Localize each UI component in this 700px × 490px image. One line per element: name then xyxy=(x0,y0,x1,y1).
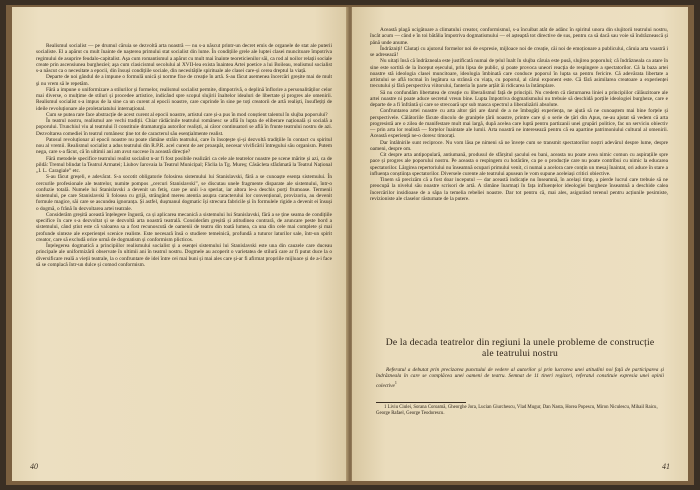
right-page-text xyxy=(370,27,668,202)
page-number: 41 xyxy=(662,462,670,471)
paragraph: Dar întâlnirile sunt reciproce. Nu vom lăsa pe nimeni să ne învețe cum se transmit spectatorilor noștri adevărul despre lume, despre oameni, despre om. xyxy=(370,139,668,152)
book-spread xyxy=(6,5,694,485)
page-number: 40 xyxy=(30,462,38,471)
article-heading: De la decada teatrelor din regiuni la unele probleme de construcție ale teatrului nostru xyxy=(385,337,655,359)
intro-text: Referatul a debutat prin precizarea punctului de vedere al autorilor și prin lucrarea unei atitudini noi față de participarea și îndrăzneala în care se complăcea unei oameni de teatru. Semnat de 11 tineri regizori, referatul constituie expresia unei opinii colective xyxy=(376,367,664,389)
paragraph: Nu uitați însă că îndrăzneala este justificată numai de țelul înalt în slujba căruia este pusă, slujirea poporului; că îndrăzneala ca atare în sine este sortită de la început eșecului, prin lipsa de public, și poate provoca uneori reacția de respingere a spectatorilor. Că la baza artei noastre stă ideologia clasei muncitoare, ideologia îmbinată care conduce poporul în lupta sa pentru fericire. Că adevărata libertate a artistului se află tocmai în legătura sa strânsă cu viața, cu poporul, al cărui exponent este. Că fără asimilarea creatoare a experienței trecutului și fără perspectiva viitorului, fanteria în parte arțăit ăi ridicarea la întâmplare. xyxy=(370,58,668,90)
paragraph: Cit despre arta antipopulară, antiumană, produsul de sfârșitul șacului eu bani, aceasta nu poate avea nimic comun cu aspirațiile spre pace și progres ale poporului nostru. Pe aceasta o respingem cu hotărâre, ca pe o producție care nu poate contribui cu nimic la educarea spectatorilor. Lărgirea repertoriului nu înseamnă ocupari primului venit, ci numai a acelora care conțin un mesaj înaintat, ori aduce în stare a influența conștiința spectatorilor. Diversele curente ale teatrului apusean le vom supune aceleiași critici obiective. xyxy=(370,152,668,177)
left-page-text xyxy=(36,43,332,461)
right-page xyxy=(352,7,688,481)
paragraph: În teatrul nostru, realismul are vechi tradiții. Chiar rădăcinile teatrului românesc se află în lupta de eliberare națională și socială a poporului. Trunchiul viu al teatrului îl constituie dramaturgia autorilor realiști, ai căror continuatori se află în frunte teatrului nostru de azi. Dezvoltarea comediei în teatrul românesc ține tot de caracterul său esențialmente realist. xyxy=(36,118,332,137)
article-intro xyxy=(376,367,664,389)
paragraph: Cum se putea rare face abstracție de acest curent al epocii noastre, artistul care și-a pus în mod conștient talentul în slujba poporului? xyxy=(46,111,328,118)
paragraph: Confruntarea artei noastre cu arta altor țări are darul de a ne îmbogăți experiența, ne ajută să ne cunoaștem mai bine forțele și perspectivele. Călătoriile făcute dincolo de granițele țării noastre, printre care și o serie de țări din Apus, ne-au ajutat să vedem că arta progresistă are o zilea de manifestare mult mai largă, după acelea care luptă pentru partizanii unei grupări politice, fac un serviciu obiectiv — prin arta lor realistă — forțelor înaintate ale lumii. Arta noastră ne interesează pentru că ea apartine patrimoniului cultural al omenirii. Această experiență ne-o doresc timorați. xyxy=(370,108,668,140)
paragraph: Tinem să precizăm că a fost doar inceputul — dar această indicație nu înseamnă, în același timp, a pierde lucrul care trebuie să ne preocupă la nivelul său noastre scrisori de artă. A rămâne înarmați în fața influențelor ideologiei burgheze înseamnă a deschide calea încercărilor insidioase de a săpa la temelia rebeliei noastre. Dar tot pentru că, mai ales, asigurând terenul pentru acțiunile pesimiste, revizioniste ale claselor răsturnate de la putere. xyxy=(370,177,668,202)
footnote-rule xyxy=(376,402,466,403)
paragraph: Departe de noi gândul de a impune o formulă unică și norme fixe de creație în artă. S-au făcut asemenea încercări greșite mai de mult şi nu vrem să le repetăm. xyxy=(36,74,332,87)
paragraph: S-au făcut greșeli, e adevărat. S-a socotit obligatorie folosirea sistemului lui Stanislavski, fără a se cunoaște esența sistemului. În cercurile profesionale ale teatrelor, numite pompos „cercuri Stanislavski”, se discutau unele fragmente disparate ale sistemului, într-o confuzie totală. Numele lui Stanislavski a devenit un fetiș, care pe unii i-a speriat, iar altora le-a deschis porți frumoase. Termenii sistemului, pe care Stanislavski îi folosea cu grijă, străngând mereu atentia asupra caracterului lor convențional, provizoriu, au devenit formule magice, săi care se ascundea ignoranța. Și astfel, dușmanul dogmatic își strecura fabricile și în formulele rigide a devenit ei însuși o dogmă, o frână în dezvoltarea artei teatrale. xyxy=(36,174,332,212)
paragraph: Fără a impune o uniformizare a stilurilor și formelor, realismul socialist permite, dimpotrivă, o deplină înflorire a personalităților celor mai diverse, o mulțime de stiluri și procedee artistice, indicând spre scopul slujirii înaltelor idealuri de libertate şi progres ale omenirii. Realismul socialist s-a impus de la sine ca un curent al epocii noastre, care cuprinde în sine pe toți creatorii de artă realiști, însuflețiți de ideile revoluționare ale proletariatului internațional. xyxy=(36,86,332,112)
left-page xyxy=(12,7,348,481)
paragraph: Să nu confundăm libertatea de creație cu liberalismul față de principii. Nu credem că răsturnarea liniei a principiilor călăuzitoare ale artei noastre ni poate aduce secretul vreun bine. Lupta împotriva dogmatismului nu trebuie să deschidă porțile ideologiei burgheze, care e departe de a fi înfrântă și care se strecoară upr sub masca spectrul a liberalizării absolute. xyxy=(370,89,668,108)
paragraph: Această plagă ucigătoare a climatului creator, conformismul, s-a încuibat atât de adânc în spiritul unora din slujitorii teatrului nostru, încât acum — când e în toi bătălia împotriva dogmatismului — el așteaptă tot directive de sus, pentru ca să dacă sau voie să îndrăznească și până unde anume. xyxy=(370,27,668,46)
paragraph: Îndrăzniți! Căutați cu ajutorul formelor noi de expresie, mijloace noi de creație, căi noi de emoționare a publicului, căruia arta voastră i se adresează! xyxy=(370,45,668,58)
footnote-marker: 1 xyxy=(394,379,397,385)
paragraph: Considerăm greșită această înțelegere îngustă, ca și aplicarea mecanică a sistemului lui Stanislavski, fără a se ține seama de condițiile specifice în care s-a dezvoltat și se dezvoltă arta noastră teatrală. Considerăm greșită și atitudinea contrară, de aruncare peste bord a sistemului, când știut este că valoarea sa a fost recunoscută de oamenii de teatru din toată lumea, ca una din cele mai complete și mai profunde sinteze ale experienței scenice realiste. Este necesară însă o studiere temeinică, profundă a tuturor laturilor sale, într-un spirit creator, care să excludă orice urmă de dogmatism și conformism plicticos. xyxy=(36,211,332,243)
paragraph: Înțelegerea dogmatică a principiilor realismului socialist și a esenței sistemului lui Stanislavski este una din cauzele care duceau principale ale uniformizării observate în ultimii ani în teatrul nostru. Dogmele au acoperit o varietatea de stilură care ar fi putut duce la o diversificare reală a vieții teatrale, la o confruntare de idei între cei mai buni și mai ales care și-ar fi afirmat propriile mijloace și de a-i face să se complacă într-un dulce și comod conformism. xyxy=(36,243,332,268)
paragraph: Patosul revoluționar al epocii noastre nu poate rămâne străin teatrului, care în însoțește și-și dezvoltă tradițiile în contact cu spiritul nou al vremii. Realismul socialist a adus teatrului din R.P.R. acel curent de aer proaspăt, necesar vivificării întregului său organism. Putem nega, care s-a făcut, că în ultimii ani am avut succese în această direcție? xyxy=(36,136,332,156)
footnote: 1 Liviu Ciulei, Sorana Coroamă, Gheorghe Jora, Lucian Giurchescu, Vlad Mugur, Dan Nasta, Horea Popescu, Miron Niculescu, Mihail Raicu, George Rafael, George Teodorescu. xyxy=(376,405,658,416)
paragraph: Realismul socialist — pe drumul căruia se dezvoltă arta noastră — nu s-a născut printr-un decret emis de organele de stat ale puterii socialiste. El a apărut cu mult înainte de nașterea primului stat socialist din lume. În condițiile grele ale luptei clasei muncitoare împotriva regimului de asuprire feudalo-capitalist. Aşa cum romantismul a apărut cu mult mai înainte teoreticienilor săi, ca rod al noilor relații sociale create prin ascensiunea burgheziei; aşa cum clasicismul secolului al XVII-lea exista înaintea Artei poetice a lui Boileau, realismul socialist s-a născut ca o necesitate a epocii, din însuși condițiile sociale, din necesitățile spirituale ale clasei care-și cerea dreptul la viață. xyxy=(36,43,332,74)
paragraph: Fără metodele specifice teatrului realist socialist n-ar fi fost posibile realizări ca cele ale teatrelor noastre pe scene mărite și azi, ca de pildă: Tremul blindat la Teatrul Armatei; Liubov Iarovaia la Teatrul Municipal; Fâclia la Tg. Mureș; Căsăcleta sfărâmată la Teatrul Național „I. L. Caragiale” etc. xyxy=(36,155,332,174)
